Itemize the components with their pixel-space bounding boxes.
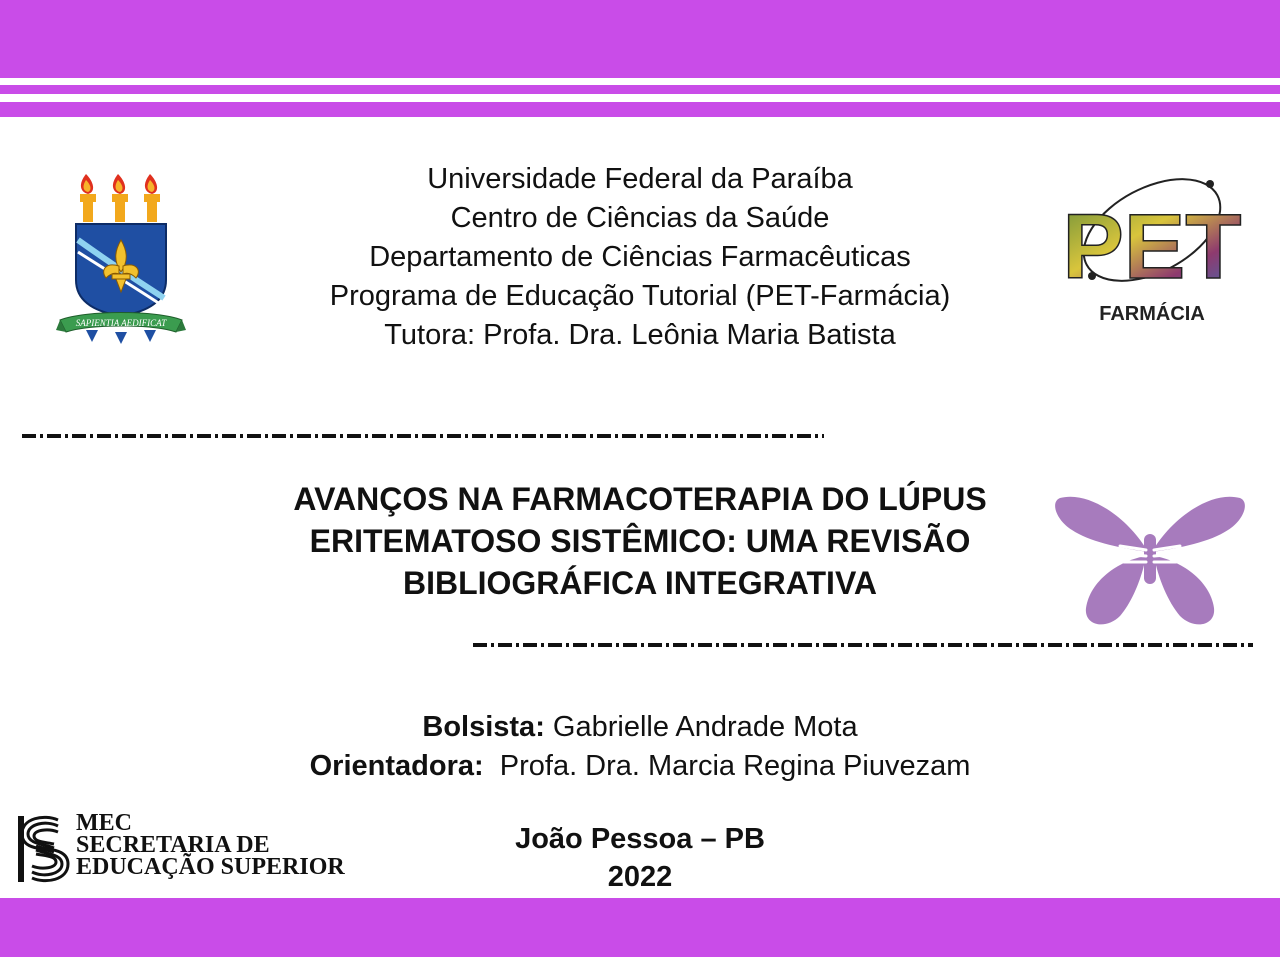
dashed-divider bbox=[22, 434, 824, 438]
header-line-program: Programa de Educação Tutorial (PET-Farmácia) bbox=[329, 280, 951, 312]
dashed-divider bbox=[473, 643, 1253, 647]
mec-mark-icon bbox=[18, 812, 72, 886]
title-line: ERITEMATOSO SISTÊMICO: UMA REVISÃO bbox=[309, 523, 971, 559]
credits bbox=[240, 708, 1040, 786]
header-line-tutor: Tutora: Profa. Dra. Leônia Maria Batista bbox=[384, 319, 896, 351]
mec-line: EDUCAÇÃO SUPERIOR bbox=[76, 854, 345, 880]
year-text: 2022 bbox=[607, 861, 673, 893]
orientadora-line bbox=[240, 747, 1040, 786]
header-line-department: Departamento de Ciências Farmacêuticas bbox=[369, 241, 911, 273]
title-line: BIBLIOGRÁFICA INTEGRATIVA bbox=[402, 565, 878, 601]
title-line: AVANÇOS NA FARMACOTERAPIA DO LÚPUS bbox=[293, 481, 987, 517]
pet-caption: FARMÁCIA bbox=[1099, 303, 1205, 325]
header-line-university: Universidade Federal da Paraíba bbox=[427, 163, 853, 195]
top-purple-band bbox=[0, 0, 1280, 78]
mec-line: SECRETARIA DE bbox=[76, 832, 270, 858]
torch-icon bbox=[112, 174, 128, 222]
pet-farmacia-logo bbox=[1062, 168, 1242, 328]
ufpb-motto: SAPIENTIA AEDIFICAT bbox=[75, 318, 167, 328]
torch-icon bbox=[144, 174, 160, 222]
city-text: João Pessoa – PB bbox=[515, 823, 765, 855]
mec-line: MEC bbox=[76, 810, 132, 836]
bolsista-name: Gabrielle Andrade Mota bbox=[544, 711, 858, 743]
bottom-purple-band bbox=[0, 898, 1280, 957]
ufpb-logo bbox=[56, 170, 186, 345]
location-date bbox=[440, 820, 840, 896]
orientadora-label: Orientadora: bbox=[309, 750, 484, 782]
header-line-center: Centro de Ciências da Saúde bbox=[450, 202, 830, 234]
top-purple-stripe bbox=[0, 85, 1280, 94]
pet-letters: PET bbox=[1062, 196, 1242, 298]
bolsista-line bbox=[240, 708, 1040, 747]
institution-header bbox=[260, 160, 1020, 355]
bolsista-label: Bolsista: bbox=[422, 711, 545, 743]
mec-logo bbox=[18, 812, 368, 890]
presentation-title bbox=[220, 478, 1060, 604]
orientadora-name: Profa. Dra. Marcia Regina Piuvezam bbox=[483, 750, 971, 782]
butterfly-icon bbox=[1050, 490, 1250, 630]
torch-icon bbox=[80, 174, 96, 222]
top-purple-stripe bbox=[0, 102, 1280, 117]
mec-text bbox=[76, 812, 345, 878]
